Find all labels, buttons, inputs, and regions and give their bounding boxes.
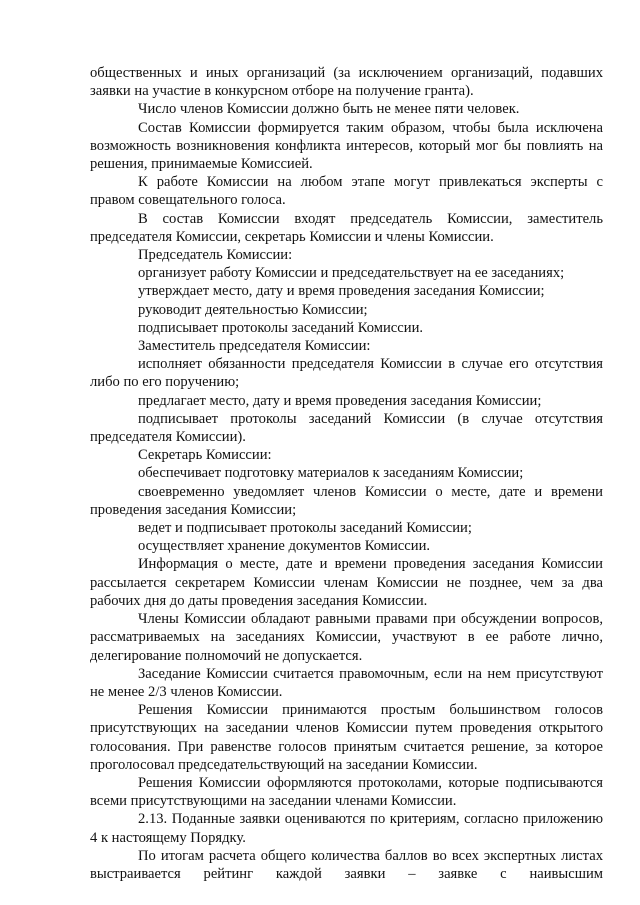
document-page <box>90 64 603 883</box>
paragraph: утверждает место, дату и время проведения заседания Комиссии; <box>138 283 545 300</box>
paragraph: обеспечивает подготовку материалов к заседаниям Комиссии; <box>138 465 524 482</box>
paragraph: ведет и подписывает протоколы заседаний Комиссии; <box>138 520 472 537</box>
paragraph: организует работу Комиссии и председательствует на ее заседаниях; <box>138 265 565 282</box>
paragraph: Решения Комиссии принимаются простым большинством голосов присутствующих на заседании членов Комиссии путем проведения открытого голосования. При равенстве голосов принятым считается решение, за которое проголосовал председательствующий на заседании Комиссии. <box>90 702 603 773</box>
paragraph: Члены Комиссии обладают равными правами при обсуждении вопросов, рассматриваемых на заседаниях Комиссии, участвуют в ее работе лично, делегирование полномочий не допускается. <box>90 611 603 664</box>
paragraph: общественных и иных организаций (за исключением организаций, подавших заявки на участие в конкурсном отборе на получение гранта). <box>90 65 603 100</box>
paragraph: исполняет обязанности председателя Комиссии в случае его отсутствия либо по его поручению; <box>90 356 603 391</box>
paragraph: Число членов Комиссии должно быть не менее пяти человек. <box>138 101 520 118</box>
paragraph: В состав Комиссии входят председатель Комиссии, заместитель председателя Комиссии, секретарь Комиссии и члены Комиссии. <box>90 210 603 245</box>
paragraph: Информация о месте, дате и времени проведения заседания Комиссии рассылается секретарем Комиссии членам Комиссии не позднее, чем за два рабочих дня до даты проведения заседания Комиссии. <box>90 556 603 609</box>
paragraph: подписывает протоколы заседаний Комиссии. <box>138 319 424 336</box>
paragraph: Решения Комиссии оформляются протоколами, которые подписываются всеми присутствующими на заседании членами Комиссии. <box>90 774 603 810</box>
paragraph: предлагает место, дату и время проведения заседания Комиссии; <box>138 392 542 409</box>
paragraph: Заместитель председателя Комиссии: <box>138 338 371 355</box>
paragraph: К работе Комиссии на любом этапе могут привлекаться эксперты с правом совещательного голоса. <box>90 174 603 209</box>
paragraph: Заседание Комиссии считается правомочным, если на нем присутствуют не менее 2/3 членов Комиссии. <box>90 665 603 700</box>
paragraph: руководит деятельностью Комиссии; <box>138 301 368 318</box>
paragraph: Председатель Комиссии: <box>138 247 293 264</box>
paragraph: Состав Комиссии формируется таким образом, чтобы была исключена возможность возникновения конфликта интересов, который мог бы повлиять на решения, принимаемые Комиссией. <box>90 119 603 173</box>
paragraph: 2.13. Поданные заявки оцениваются по критериям, согласно приложению 4 к настоящему Порядку. <box>90 811 603 846</box>
paragraph: По итогам расчета общего количества баллов во всех экспертных листах выстраивается рейтинг каждой заявки – заявке с наивысшим <box>90 847 603 882</box>
paragraph: своевременно уведомляет членов Комиссии о месте, дате и времени проведения заседания Комиссии; <box>90 483 603 518</box>
paragraph: Секретарь Комиссии: <box>138 447 272 464</box>
paragraph: осуществляет хранение документов Комиссии. <box>138 538 431 555</box>
paragraph: подписывает протоколы заседаний Комиссии (в случае отсутствия председателя Комиссии). <box>90 410 603 446</box>
